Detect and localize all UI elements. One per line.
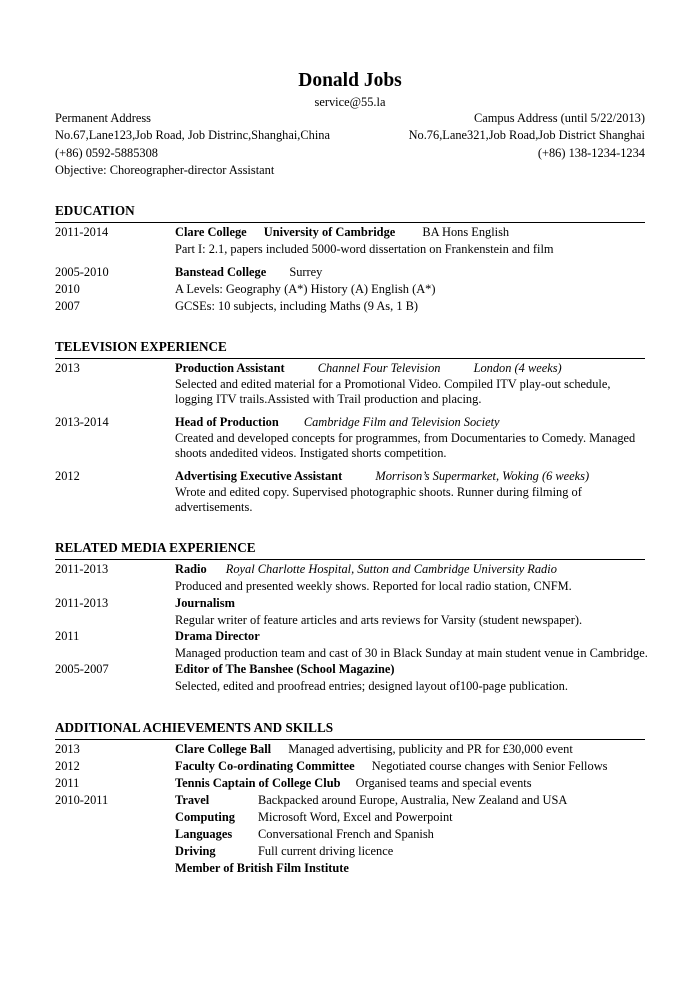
entry-body: [175, 561, 647, 595]
campus-phone: (+86) 138-1234-1234: [537, 145, 645, 160]
media-role: Journalism: [175, 596, 235, 610]
entry-date: 2005-2007: [55, 662, 109, 676]
media-heading: RELATED MEDIA EXPERIENCE: [55, 540, 256, 555]
education-heading: EDUCATION: [55, 203, 135, 218]
skill-text: Negotiated course changes with Senior Fellows: [371, 759, 608, 773]
candidate-name: Donald Jobs: [298, 70, 402, 91]
job-role: Production Assistant: [175, 361, 285, 375]
job-description-line: Wrote and edited copy. Supervised photographic shoots. Runner during filming of: [175, 484, 582, 499]
college-name: Clare College: [175, 225, 247, 239]
campus-address-label: Campus Address (until 5/22/2013): [473, 111, 645, 125]
skills-divider: [55, 739, 645, 740]
job-description-line: advertisements.: [175, 500, 253, 515]
entry-date: 2005-2010: [55, 265, 109, 279]
media-description: Selected, edited and proofread entries; designed layout of100-page publication.: [175, 678, 568, 693]
entry-date: 2011: [55, 776, 80, 790]
permanent-address-block: [55, 110, 375, 179]
skill-text: Conversational French and Spanish: [258, 827, 434, 841]
entry-body: [175, 360, 647, 407]
skill-label: Tennis Captain of College Club: [175, 776, 341, 790]
campus-address: No.76,Lane321,Job Road,Job District Shanghai: [408, 128, 645, 143]
permanent-address-label: Permanent Address: [55, 111, 152, 125]
organisation: Morrison’s Supermarket, Woking (6 weeks): [375, 469, 590, 483]
entry-body: [175, 595, 647, 629]
entry-date: 2013: [55, 361, 80, 375]
tv-heading: TELEVISION EXPERIENCE: [55, 339, 227, 354]
entry-date: 2007: [55, 299, 80, 313]
entry-body: [175, 414, 647, 461]
media-divider: [55, 559, 645, 560]
campus-address-block: [345, 110, 645, 162]
entry-date: 2011-2013: [55, 596, 109, 610]
organisation: Royal Charlotte Hospital, Sutton and Cambridge University Radio: [225, 562, 557, 576]
entry-body: [175, 468, 647, 515]
entry-body: [175, 628, 647, 662]
skills-heading: ADDITIONAL ACHIEVEMENTS AND SKILLS: [55, 720, 334, 735]
job-role: Advertising Executive Assistant: [175, 469, 343, 483]
objective: Objective: Choreographer-director Assistant: [55, 162, 275, 177]
entry-date: 2011: [55, 629, 80, 643]
job-description-line: shoots andedited videos. Instigated shorts competition.: [175, 446, 447, 461]
job-role: Head of Production: [175, 415, 279, 429]
skill-label: Driving: [175, 844, 216, 858]
education-detail: Part I: 2.1, papers included 5000-word dissertation on Frankenstein and film: [175, 241, 554, 256]
entry-date: 2012: [55, 759, 80, 773]
degree-name: BA Hons English: [422, 225, 510, 239]
media-role: Editor of The Banshee (School Magazine): [175, 662, 395, 676]
skill-label: Travel: [175, 793, 210, 807]
entry-body: [175, 224, 647, 258]
media-description: Managed production team and cast of 30 in Black Sunday at main student venue in Cambridge.: [175, 645, 648, 660]
skill-text: Managed advertising, publicity and PR for £30,000 event: [288, 742, 573, 756]
media-description: Regular writer of feature articles and arts reviews for Varsity (student newspaper).: [175, 612, 583, 627]
entry-date: 2010: [55, 282, 80, 296]
skill-label: Member of British Film Institute: [175, 861, 349, 875]
entry-body: [175, 264, 647, 281]
education-divider: [55, 222, 645, 223]
education-detail: GCSEs: 10 subjects, including Maths (9 As, 1 B): [175, 299, 418, 313]
job-description-line: Created and developed concepts for programmes, from Documentaries to Comedy. Managed: [175, 430, 636, 445]
organisation: Cambridge Film and Television Society: [303, 415, 500, 429]
entry-body: [175, 661, 647, 695]
skill-label: Languages: [175, 827, 233, 841]
entry-date: 2011-2014: [55, 225, 109, 239]
job-location: London (4 weeks): [473, 361, 562, 375]
skill-label: Faculty Co-ordinating Committee: [175, 759, 355, 773]
skill-text: Organised teams and special events: [355, 776, 532, 790]
media-role: Drama Director: [175, 629, 260, 643]
skill-text: Backpacked around Europe, Australia, New Zealand and USA: [258, 793, 568, 807]
job-description-line: Selected and edited material for a Promotional Video. Compiled ITV play-out schedule,: [175, 376, 611, 391]
media-role: Radio: [175, 562, 207, 576]
entry-date: 2013: [55, 742, 80, 756]
entry-date: 2012: [55, 469, 80, 483]
college-location: Surrey: [289, 265, 323, 279]
skill-label: Clare College Ball: [175, 742, 272, 756]
permanent-phone: (+86) 0592-5885308: [55, 145, 159, 160]
education-detail: A Levels: Geography (A*) History (A) English (A*): [175, 282, 436, 296]
college-name: Banstead College: [175, 265, 267, 279]
entry-date: 2013-2014: [55, 415, 109, 429]
media-description: Produced and presented weekly shows. Reported for local radio station, CNFM.: [175, 578, 572, 593]
job-description-line: logging ITV trails.Assisted with Trail production and placing.: [175, 392, 482, 407]
skill-label: Computing: [175, 810, 235, 824]
permanent-address: No.67,Lane123,Job Road, Job Distrinc,Shanghai,China: [55, 128, 330, 143]
organisation: Channel Four Television: [317, 361, 441, 375]
skill-text: Full current driving licence: [258, 844, 394, 858]
skill-text: Microsoft Word, Excel and Powerpoint: [258, 810, 453, 824]
email-address: service@55.la: [314, 95, 386, 109]
entry-date: 2010-2011: [55, 793, 109, 807]
university-name: University of Cambridge: [263, 225, 396, 239]
entry-date: 2011-2013: [55, 562, 109, 576]
tv-divider: [55, 358, 645, 359]
